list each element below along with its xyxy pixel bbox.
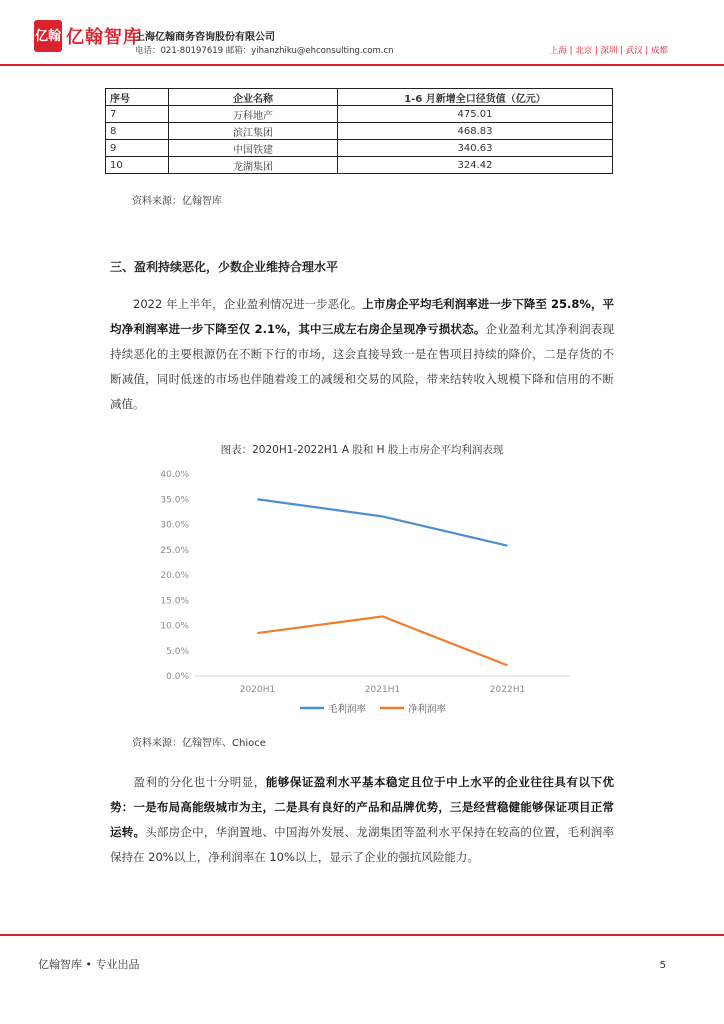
chart-title: 图表：2020H1-2022H1 A 股和 H 股上市房企平均利润表现 <box>220 444 504 456</box>
table-row <box>106 123 613 140</box>
paragraph-emphasis: 上市房企平均毛利润率进一步下降至 25.8%，平均净利润率进一步下降至仅 2.1%，其中三成左右房企呈现净亏损状态。 <box>110 297 614 336</box>
footer-brand: 亿翰智库 • 专业出品 <box>38 958 140 971</box>
table-header-cell: 企业名称 <box>169 89 338 106</box>
series-line-毛利润率 <box>258 499 508 545</box>
rank-cell: 8 <box>106 123 169 140</box>
series-group <box>258 499 508 665</box>
company-cell: 万科地产 <box>169 106 338 123</box>
paragraph-text: 2022 年上半年，企业盈利情况进一步恶化。 <box>133 297 363 311</box>
x-axis <box>240 685 525 695</box>
table-row <box>106 140 613 157</box>
value-cell: 468.83 <box>338 123 613 140</box>
y-tick-label: 40.0% <box>160 470 189 480</box>
section-title: 三、盈利持续恶化，少数企业维持合理水平 <box>110 260 339 274</box>
profit-line-chart <box>150 462 580 722</box>
office-cities: 上海 | 北京 | 深圳 | 武汉 | 成都 <box>549 46 668 56</box>
contact-info: 电话：021-80197619 邮箱：yihanzhiku@ehconsulting.com.cn <box>135 46 394 56</box>
paragraph-text: 企业盈利尤其净利润表现持续恶化的主要根源仍在不断下行的市场，这会直接导致一是在售项目持续的降价，二是存货的不断减值，同时低迷的市场也伴随着竣工的减缓和交易的风险，带来结转收入规模下降和信用的不断减值。 <box>110 322 614 411</box>
table-row <box>106 106 613 123</box>
y-tick-label: 25.0% <box>160 545 189 556</box>
paragraph-emphasis: 能够保证盈利水平基本稳定且位于中上水平的企业往往具有以下优势：一是布局高能级城市为主，二是具有良好的产品和品牌优势，三是经营稳健能够保证项目正常运转。 <box>110 775 615 839</box>
legend-label: 净利润率 <box>408 704 447 715</box>
paragraph-profit-divergence <box>110 770 614 870</box>
logo-mark-icon: 亿翰 <box>34 20 62 52</box>
table-header-cell: 1-6 月新增全口径货值（亿元） <box>338 89 613 106</box>
rank-cell: 10 <box>106 157 169 174</box>
table-source: 资料来源：亿翰智库 <box>132 196 222 207</box>
x-tick-label: 2020H1 <box>239 685 276 695</box>
value-cell: 340.63 <box>338 140 613 157</box>
company-cell: 龙湖集团 <box>169 157 338 174</box>
page-number: 5 <box>659 960 666 971</box>
series-line-净利润率 <box>258 616 508 665</box>
company-logo <box>34 20 142 52</box>
logo-text: 亿翰智库 <box>66 27 142 48</box>
rank-cell: 9 <box>106 140 169 157</box>
x-tick-label: 2021H1 <box>364 685 401 695</box>
y-tick-label: 0.0% <box>166 672 189 682</box>
page-header <box>0 0 724 66</box>
y-tick-label: 30.0% <box>160 520 189 531</box>
footer-divider <box>0 934 724 936</box>
company-cell: 滨江集团 <box>169 123 338 140</box>
table-header-row <box>106 89 613 106</box>
table-header-cell: 序号 <box>106 89 169 106</box>
rank-cell: 7 <box>106 106 169 123</box>
y-tick-label: 15.0% <box>160 596 189 607</box>
legend-label: 毛利润率 <box>328 704 367 715</box>
header-divider <box>0 64 724 66</box>
paragraph-text: 盈利的分化也十分明显， <box>133 775 266 789</box>
company-cell: 中国铁建 <box>169 140 338 157</box>
y-axis <box>160 470 189 682</box>
value-cell: 324.42 <box>338 157 613 174</box>
y-tick-label: 5.0% <box>166 646 189 657</box>
y-tick-label: 10.0% <box>160 621 189 632</box>
chart-source: 资料来源：亿翰智库、Chioce <box>132 738 266 749</box>
new-supply-table <box>105 88 613 174</box>
paragraph-profit-decline <box>110 292 614 417</box>
table-row <box>106 157 613 174</box>
x-tick-label: 2022H1 <box>489 685 526 695</box>
y-tick-label: 20.0% <box>160 571 189 581</box>
legend <box>300 703 447 715</box>
value-cell: 475.01 <box>338 106 613 123</box>
paragraph-text: 头部房企中，华润置地、中国海外发展、龙湖集团等盈利水平保持在较高的位置，毛利润率保持在 20%以上，净利润率在 10%以上，显示了企业的强抗风险能力。 <box>110 825 615 864</box>
y-tick-label: 35.0% <box>160 495 189 506</box>
company-name: 上海亿翰商务咨询股份有限公司 <box>135 32 275 43</box>
